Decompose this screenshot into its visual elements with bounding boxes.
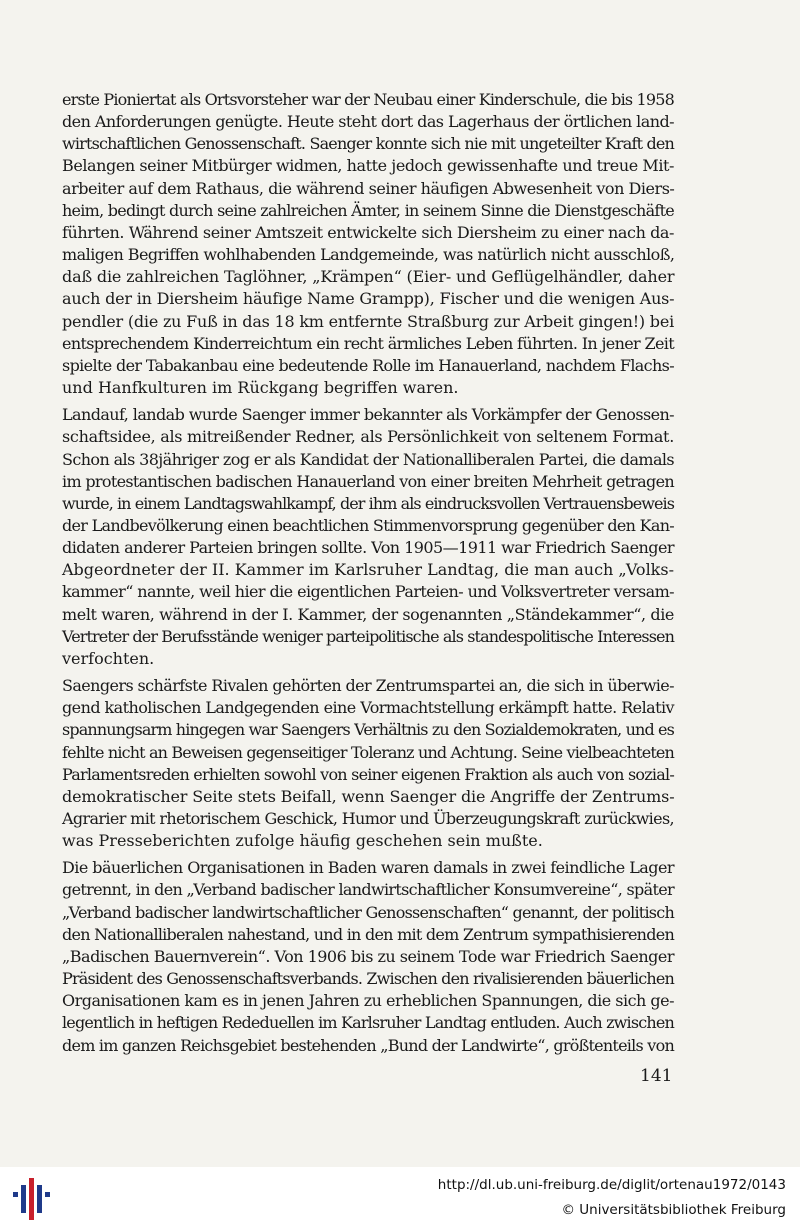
text-line: spannungsarm hingegen war Saengers Verhältnis zu den Sozialdemokraten, und es (62, 720, 675, 740)
text-line: den Nationalliberalen nahestand, und in den mit dem Zentrum sympathisierenden (62, 924, 675, 944)
copyright-notice: © Universitätsbibliothek Freiburg (561, 1202, 786, 1218)
text-line: verfochten. (62, 648, 155, 668)
text-line: Die bäuerlichen Organisationen in Baden waren damals in zwei feindliche Lager (62, 858, 674, 878)
text-line: Vertreter der Berufsstände weniger parteipolitische als standespolitische Interessen (62, 626, 674, 646)
text-line: pendler (die zu Fuß in das 18 km entfernte Straßburg zur Arbeit gingen!) bei (62, 311, 674, 331)
paragraph (62, 675, 674, 852)
text-line: im protestantischen badischen Hanauerland von einer breiten Mehrheit getragen (62, 471, 674, 491)
library-logo-icon (6, 1175, 50, 1221)
paragraph (62, 404, 674, 670)
text-line: schaftsidee, als mitreißender Redner, als Persönlichkeit von seltenem Format. (62, 427, 674, 447)
text-line: arbeiter auf dem Rathaus, die während seiner häufigen Abwesenheit von Diers- (62, 178, 675, 198)
source-url-link[interactable]: http://dl.ub.uni-freiburg.de/diglit/ortenau1972/0143 (437, 1177, 786, 1193)
text-line: heim, bedingt durch seine zahlreichen Ämter, in seinem Sinne die Dienstgeschäfte (62, 200, 675, 220)
text-line: kammer“ nannte, weil hier die eigentlichen Parteien- und Volksvertreter versam- (62, 582, 674, 602)
text-line: Schon als 38jähriger zog er als Kandidat der Nationalliberalen Partei, die damals (62, 449, 675, 469)
text-line: dem im ganzen Reichsgebiet bestehenden „Bund der Landwirte“, größtenteils von (62, 1035, 674, 1055)
text-line: was Presseberichten zufolge häufig geschehen sein mußte. (62, 831, 543, 851)
text-line: erste Pioniertat als Ortsvorsteher war der Neubau einer Kinderschule, die bis 1958 (62, 90, 674, 109)
paragraph (62, 857, 674, 1056)
text-line: wurde, in einem Landtagswahlkampf, der ihm als eindrucksvollen Vertrauensbeweis (62, 493, 674, 513)
text-line: „Verband badischer landwirtschaftlicher Genossenschaften“ genannt, der politisch (62, 902, 674, 922)
text-line: Präsident des Genossenschaftsverbands. Zwischen den rivalisierenden bäuerlichen (62, 969, 675, 989)
page-body (62, 89, 674, 1062)
text-line: Parlamentsreden erhielten sowohl von seiner eigenen Fraktion als auch von sozial- (62, 764, 674, 784)
text-line: spielte der Tabakanbau eine bedeutende Rolle im Hanauerland, nachdem Flachs- (62, 355, 674, 375)
text-line: wirtschaftlichen Genossenschaft. Saenger konnte sich nie mit ungeteilter Kraft den (62, 134, 674, 154)
text-line: fehlte nicht an Beweisen gegenseitiger Toleranz und Achtung. Seine vielbeachteten (62, 742, 675, 762)
text-line: maligen Begriffen wohlhabenden Landgemeinde, was natürlich nicht ausschloß, (62, 245, 675, 265)
page-number: 141 (640, 1066, 673, 1086)
text-line: Abgeordneter der II. Kammer im Karlsruher Landtag, die man auch „Volks- (62, 560, 674, 580)
text-line: didaten anderer Parteien bringen sollte. Von 1905—1911 war Friedrich Saenger (62, 538, 675, 558)
text-line: daß die zahlreichen Taglöhner, „Krämpen“ (Eier- und Geflügelhändler, daher (62, 267, 675, 287)
text-line: Organisationen kam es in jenen Jahren zu erheblichen Spannungen, die sich ge- (62, 991, 675, 1011)
text-line: Belangen seiner Mitbürger widmen, hatte jedoch gewissenhafte und treue Mit- (62, 156, 674, 176)
paragraph (62, 89, 674, 399)
footer-bar (0, 1167, 800, 1226)
text-line: getrennt, in den „Verband badischer landwirtschaftlicher Konsumvereine“, später (62, 880, 674, 900)
text-line: führten. Während seiner Amtszeit entwickelte sich Diersheim zu einer nach da- (62, 222, 675, 242)
text-line: auch der in Diersheim häufige Name Grampp), Fischer und die wenigen Aus- (62, 289, 675, 309)
text-line: den Anforderungen genügte. Heute steht dort das Lagerhaus der örtlichen land- (62, 112, 675, 132)
text-line: Saengers schärfste Rivalen gehörten der Zentrumspartei an, die sich in überwie- (62, 676, 674, 696)
text-line: entsprechendem Kinderreichtum ein recht ärmliches Leben führten. In jener Zeit (62, 333, 674, 353)
text-line: der Landbevölkerung einen beachtlichen Stimmenvorsprung gegenüber den Kan- (62, 515, 674, 535)
text-line: „Badischen Bauernverein“. Von 1906 bis zu seinem Tode war Friedrich Saenger (62, 946, 675, 966)
text-line: Landauf, landab wurde Saenger immer bekannter als Vorkämpfer der Genossen- (62, 405, 674, 425)
text-line: gend katholischen Landgegenden eine Vormachtstellung erkämpft hatte. Relativ (62, 698, 675, 718)
text-line: und Hanfkulturen im Rückgang begriffen waren. (62, 378, 459, 398)
text-line: Agrarier mit rhetorischem Geschick, Humor und Überzeugungskraft zurückwies, (62, 809, 674, 828)
text-line: demokratischer Seite stets Beifall, wenn Saenger die Angriffe der Zentrums- (62, 786, 675, 806)
text-line: legentlich in heftigen Rededuellen im Karlsruher Landtag entluden. Auch zwischen (62, 1013, 674, 1033)
text-line: melt waren, während in der I. Kammer, der sogenannten „Ständekammer“, die (62, 604, 674, 624)
